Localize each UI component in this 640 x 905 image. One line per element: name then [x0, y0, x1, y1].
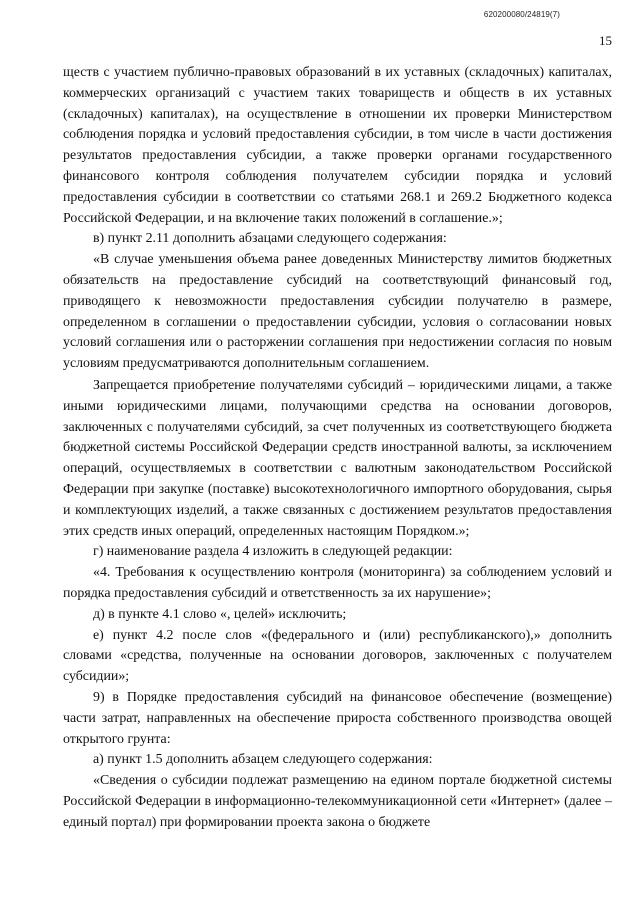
paragraph-quote-limits: «В случае уменьшения объема ранее доведенных Министерству лимитов бюджетных обязательств на предоставление субсидий на соответствующий финансовый год, приводящего к невозможности предоставления субсидии получателю в размере, определенном в соглашении о предоставлении субсидии, условия о согласовании новых условий соглашения или о расторжении соглашения при недостижении согласия по новым условиям предусматриваются дополнительным соглашением. — [63, 252, 612, 372]
paragraph-continuation: ществ с участием публично-правовых образований в их уставных (складочных) капиталах, коммерческих организаций с участием таких товариществ и обществ в их уставных (складочных) капиталах), на осуществление в отношении их проверки Министерством соблюдения порядка и условий предоставления субсидии, в том числе в части достижения результатов предоставления субсидии, а также проверки органами государственного финансового контроля соблюдения получателем субсидии порядка и условий предоставления субсидии в соответствии со статьями 268.1 и 269.2 Бюджетного кодекса Российской Федерации, и на включение таких положений в соглашение.»; — [63, 65, 612, 226]
document-body — [63, 63, 612, 833]
document-code: 620200080/24819(7) — [483, 10, 560, 19]
paragraph-item-g: г) наименование раздела 4 изложить в следующей редакции: — [93, 544, 453, 560]
paragraph-item-e: е) пункт 4.2 после слов «(федерального и (или) республиканского),» дополнить словами «средства, полученные на основании договоров, заключенных с получателем субсидии»; — [63, 627, 612, 685]
paragraph-item-v: в) пункт 2.11 дополнить абзацами следующего содержания: — [93, 231, 447, 247]
paragraph-item-a: а) пункт 1.5 дополнить абзацем следующего содержания: — [93, 752, 433, 768]
paragraph-currency-prohibition: Запрещается приобретение получателями субсидий – юридическими лицами, а также иными юридическими лицами, получающими средства на основании договоров, заключенных с получателями субсидий, за счет полученных из соответствующего бюджета бюджетной системы Российской Федерации средств иностранной валюты, за исключением операций, осуществляемых в соответствии с валютным законодательством Российской Федерации при закупке (поставке) высокотехнологичного импортного оборудования, сырья и комплектующих изделий, а также связанных с достижением результатов предоставления этих средств иных операций, определенных настоящим Порядком.»; — [63, 377, 612, 539]
paragraph-section-4-title: «4. Требования к осуществлению контроля (мониторинга) за соблюдением условий и порядка предоставления субсидий и ответственность за их нарушение»; — [63, 565, 612, 601]
paragraph-subsidy-info: «Сведения о субсидии подлежат размещению на едином портале бюджетной системы Российской Федерации в информационно-телекоммуникационной сети «Интернет» (далее – единый портал) при формировании проекта закона о бюджете — [63, 773, 612, 830]
page-number: 15 — [599, 33, 612, 48]
paragraph-item-9: 9) в Порядке предоставления субсидий на финансовое обеспечение (возмещение) части затрат, направленных на обеспечение прироста собственного производства овощей открытого грунта: — [63, 689, 612, 747]
paragraph-item-d: д) в пункте 4.1 слово «, целей» исключить; — [93, 606, 347, 622]
